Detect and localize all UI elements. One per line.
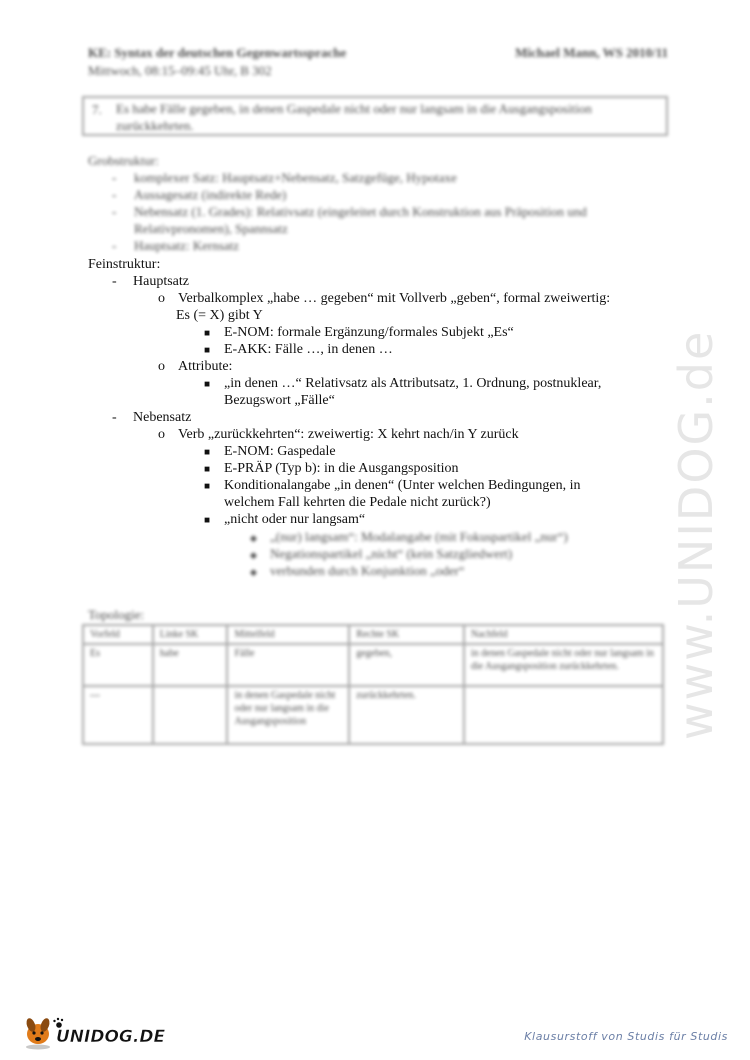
column-header: Nachfeld [464,625,663,644]
nicht-text: „nicht oder nur langsam“ [224,512,366,527]
nebensatz-item: - Nebensatz [112,410,192,425]
column-header: Mittelfeld [227,625,349,644]
list-item: ◆ Negationspartikel „nicht“ (kein Satzgliedwert) [88,545,648,562]
column-header: Linke SK [153,625,228,644]
topologie-heading: Topologie: [88,607,145,622]
task-number: 7. [92,102,102,117]
list-item: ◆ verbunden durch Konjunktion „oder“ [88,562,648,579]
diamond-bullet-icon: ◆ [250,550,257,560]
nebensatz-label: Nebensatz [133,410,192,425]
attribute-relativsatz-cont: Bezugswort „Fälle“ [224,393,335,408]
watermark-text: www.UNIDOG.de [669,329,723,740]
nebensatz-enom [88,443,648,460]
table-cell: zurückkehrten. [349,686,464,744]
nicht-sub-list [88,528,648,579]
task-box [82,96,668,136]
hauptsatz-enom [88,324,648,341]
epraep-text: E-PRÄP (Typ b): in die Ausgangsposition [224,461,459,476]
list-item: - Hauptsatz: Kernsatz [112,237,678,254]
square-bullet-icon: ■ [204,328,211,339]
dog-icon [25,1017,51,1049]
verbalkomplex-text: Verbalkomplex „habe … gegeben“ mit Vollverb „geben“, formal zweiwertig: [178,291,611,306]
table-cell: gegeben, [349,644,464,686]
list-item: - Nebensatz (1. Grades): Relativsatz (eingeleitet durch Konstruktion aus Präposition und Relativpronomen), Spannsatz [112,203,678,237]
grobstruktur-section [88,152,678,254]
nebensatz-epraep [88,460,648,477]
table-cell: in denen Gaspedale nicht oder nur langsam in die Ausgangsposition zurückkehrten. [464,644,663,686]
course-title: KE: Syntax der deutschen Gegenwartssprache [88,45,347,60]
nebensatz-verb-text: Verb „zurückkehrten“: zweiwertig: X kehrt nach/in Y zurück [178,427,519,442]
verbalkomplex-cont: Es (= X) gibt Y [176,308,263,323]
feinstruktur-section [88,256,648,579]
table-cell: Es [83,644,153,686]
feinstruktur-heading: Feinstruktur: [88,257,161,272]
list-item: - komplexer Satz: Hauptsatz+Nebensatz, Satzgefüge, Hypotaxe [112,169,678,186]
square-bullet-icon: ■ [204,345,211,356]
table-cell: in denen Gaspedale nicht oder nur langsam in die Ausgangsposition [227,686,349,744]
column-header: Vorfeld [83,625,153,644]
author-semester: Michael Mann, WS 2010/11 [515,45,668,60]
topologie-table [82,624,664,745]
column-header: Rechte SK [349,625,464,644]
hauptsatz-item: - Hauptsatz [112,274,189,289]
hauptsatz-label: Hauptsatz [133,274,189,289]
attribute-label: Attribute: [178,359,233,374]
table-row [83,686,663,744]
square-bullet-icon: ■ [204,464,211,475]
circle-bullet-icon: o [158,359,165,374]
list-item: - Aussagesatz (indirekte Rede) [112,186,678,203]
square-bullet-icon: ■ [204,515,211,526]
nebensatz-enom-text: E-NOM: Gaspedale [224,444,336,459]
watermark [640,270,740,750]
table-cell [464,686,663,744]
eakk-text: E-AKK: Fälle …, in denen … [224,342,393,357]
task-text: Es habe Fälle gegeben, in denen Gaspedale nicht oder nur langsam in die Ausgangsposition zurückkehrten. [116,101,592,133]
logo-text: UNIDOG.DE [56,1027,166,1047]
course-schedule: Mittwoch, 08:15–09:45 Uhr, B 302 [88,63,272,78]
square-bullet-icon: ■ [204,379,211,390]
table-row [83,644,663,686]
diamond-bullet-icon: ◆ [250,567,257,577]
circle-bullet-icon: o [158,291,165,306]
nebensatz-verb-item [88,426,648,443]
unidog-logo [22,1012,202,1050]
square-bullet-icon: ■ [204,481,211,492]
nebensatz-nicht [88,511,648,528]
verbalkomplex-item [88,290,648,307]
grobstruktur-list [112,169,678,254]
circle-bullet-icon: o [158,427,165,442]
table-cell: habe [153,644,228,686]
attribute-item [88,358,648,375]
table-cell: Fälle [227,644,349,686]
enom-text: E-NOM: formale Ergänzung/formales Subjekt „Es“ [224,325,514,340]
table-cell: --- [83,686,153,744]
grobstruktur-heading: Grobstruktur: [88,153,159,168]
diamond-bullet-icon: ◆ [250,533,257,543]
header-left [88,44,346,80]
square-bullet-icon: ■ [204,447,211,458]
table-cell [153,686,228,744]
table-header-row [83,625,663,644]
attr-text: „in denen …“ Relativsatz als Attributsatz, 1. Ordnung, postnuklear, [224,376,602,391]
nebensatz-kond [88,477,648,494]
list-item: ◆ „(nur) langsam“: Modalangabe (mit Fokuspartikel „nur“) [88,528,648,545]
attribute-relativsatz [88,375,648,392]
hauptsatz-eakk [88,341,648,358]
footer-slogan: Klausurstoff von Studis für Studis [524,1030,728,1043]
kond-text: Konditionalangabe „in denen“ (Unter welchen Bedingungen, in [224,478,581,493]
nebensatz-kond-cont: welchem Fall kehrten die Pedale nicht zurück?) [224,495,491,510]
